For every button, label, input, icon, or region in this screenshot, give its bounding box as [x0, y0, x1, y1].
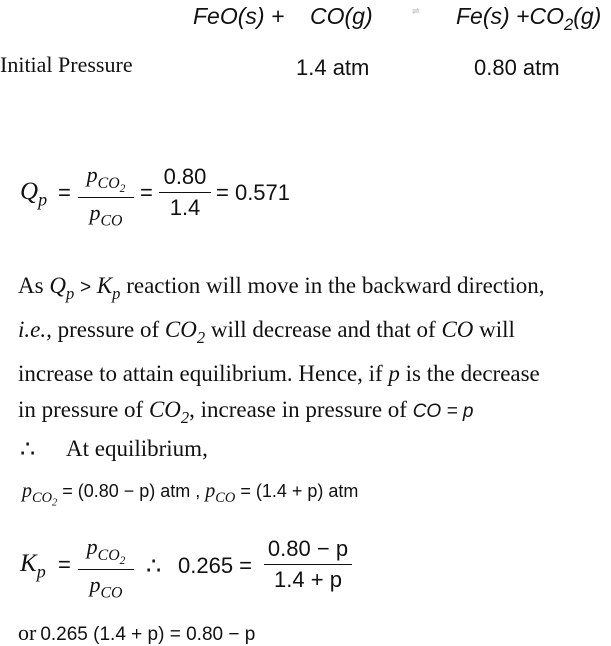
qp-num-co: CO [97, 174, 120, 192]
p-co-p: p [205, 480, 216, 502]
qp-pressure-fraction [78, 162, 134, 230]
equilibrium-arrow-mark: ⇌ [412, 6, 420, 16]
kp-expression-bar [264, 564, 352, 565]
line2-co: CO [164, 316, 197, 342]
at-equilibrium-label: At equilibrium, [66, 436, 208, 461]
initial-pressure-label: Initial Pressure [0, 52, 133, 77]
p-co2-co: CO [32, 490, 52, 507]
line1-qp [49, 273, 75, 303]
line3-p: p [388, 360, 400, 386]
kp-num-2: 2 [119, 554, 126, 567]
line1-k: K [96, 273, 113, 298]
line1-q: Q [49, 273, 66, 298]
line4-co-equals-p: CO = p [412, 400, 474, 422]
p-co2-sub [32, 490, 58, 509]
line4-text: in pressure of [18, 396, 144, 422]
qp-den-co: CO [100, 212, 123, 230]
line2-co2-sub: 2 [196, 327, 206, 347]
product-co2-subscript: 2 [563, 14, 574, 34]
equilibrium-pressures [22, 480, 358, 509]
p-co2-symbol [22, 480, 58, 509]
qp-denominator [78, 200, 134, 231]
line2-pressure-of: pressure of [57, 316, 160, 342]
line1-qsub: p [65, 283, 75, 303]
qp-letter: Q [20, 178, 39, 205]
product-fe-co2: Fe(s) +CO [456, 3, 564, 29]
p-co2-expression: = (0.80 − p) atm , [62, 481, 201, 501]
p-co-sub: CO [215, 490, 236, 507]
initial-co2-pressure: 0.80 atm [474, 55, 560, 80]
qp-equals-2: = [140, 180, 153, 205]
kp-fraction-bar [78, 569, 134, 570]
line4-co: CO [148, 396, 181, 422]
line2-co-gas: CO [441, 316, 474, 342]
qp-den-value: 1.4 [169, 195, 201, 220]
qp-result: = 0.571 [216, 180, 291, 205]
line1-kp [96, 273, 121, 303]
line1-as: As [18, 273, 44, 298]
paragraph-line-4 [18, 392, 545, 436]
kp-num-p: p [86, 534, 98, 559]
p-co2-p: p [22, 480, 32, 502]
qp-subscript: p [38, 189, 48, 210]
reactant-co: CO(g) [310, 3, 373, 29]
qp-den-p: p [89, 199, 101, 225]
paragraph-line-1 [18, 268, 545, 312]
line2-co2 [164, 316, 206, 347]
line2-will: will [479, 316, 515, 342]
kp-symbol [20, 550, 46, 582]
paragraph-line-2 [18, 312, 545, 356]
qp-value-fraction [159, 164, 211, 221]
kp-num-expression: 0.80 − p [267, 536, 349, 561]
line1-rest: reaction will move in the backward direction, [126, 273, 545, 298]
qp-num-p: p [86, 162, 98, 187]
products [456, 3, 601, 35]
qp-value-bar [159, 192, 211, 193]
line1-greater-than: > [79, 277, 92, 298]
kp-pressure-fraction [78, 534, 134, 602]
qp-num-value: 0.80 [163, 164, 207, 189]
kp-therefore: ∴ [146, 554, 162, 580]
product-co2-phase: (g) [573, 3, 602, 29]
kp-numerator [78, 534, 134, 567]
line3-rest: is the decrease [405, 360, 540, 386]
kp-subscript: p [36, 561, 46, 582]
p-co-symbol [205, 480, 236, 507]
qp-num-sub [97, 174, 126, 195]
line1-ksub: p [112, 283, 121, 303]
p-co2-2: 2 [52, 497, 58, 509]
qp-num-2: 2 [119, 182, 126, 195]
kp-expression-fraction [264, 536, 352, 593]
paragraph-line-3 [18, 356, 545, 392]
kp-letter: K [20, 550, 37, 577]
initial-co-pressure: 1.4 atm [296, 55, 370, 80]
kp-den-expression: 1.4 + p [274, 567, 342, 592]
p-co-expression: = (1.4 + p) atm [240, 481, 359, 501]
kp-denominator [78, 572, 134, 603]
qp-symbol [20, 178, 47, 210]
kp-num-sub [97, 546, 126, 567]
final-expression: 0.265 (1.4 + p) = 0.80 − p [40, 624, 256, 645]
qp-fraction-bar [78, 197, 134, 198]
reactant-feo: FeO(s) + [193, 3, 285, 29]
kp-num-co: CO [97, 546, 120, 564]
kp-equals: = [58, 552, 71, 577]
line4-co2 [148, 396, 190, 427]
line4-co2-sub: 2 [180, 407, 190, 427]
qp-equals-1: = [58, 180, 71, 205]
kp-value: 0.265 = [178, 553, 253, 578]
explanation-paragraph [18, 268, 545, 435]
kp-den-p: p [89, 571, 101, 597]
line2-middle: will decrease and that of [210, 316, 436, 342]
therefore-symbol: ∴ [20, 437, 36, 463]
or-word: or [18, 620, 37, 645]
qp-numerator [78, 162, 134, 195]
line2-ie: i.e., [18, 316, 52, 342]
final-equation [18, 620, 255, 646]
line4-middle: , increase in pressure of [189, 396, 407, 422]
kp-den-co: CO [100, 584, 123, 602]
line3-text: increase to attain equilibrium. Hence, if [18, 360, 383, 386]
